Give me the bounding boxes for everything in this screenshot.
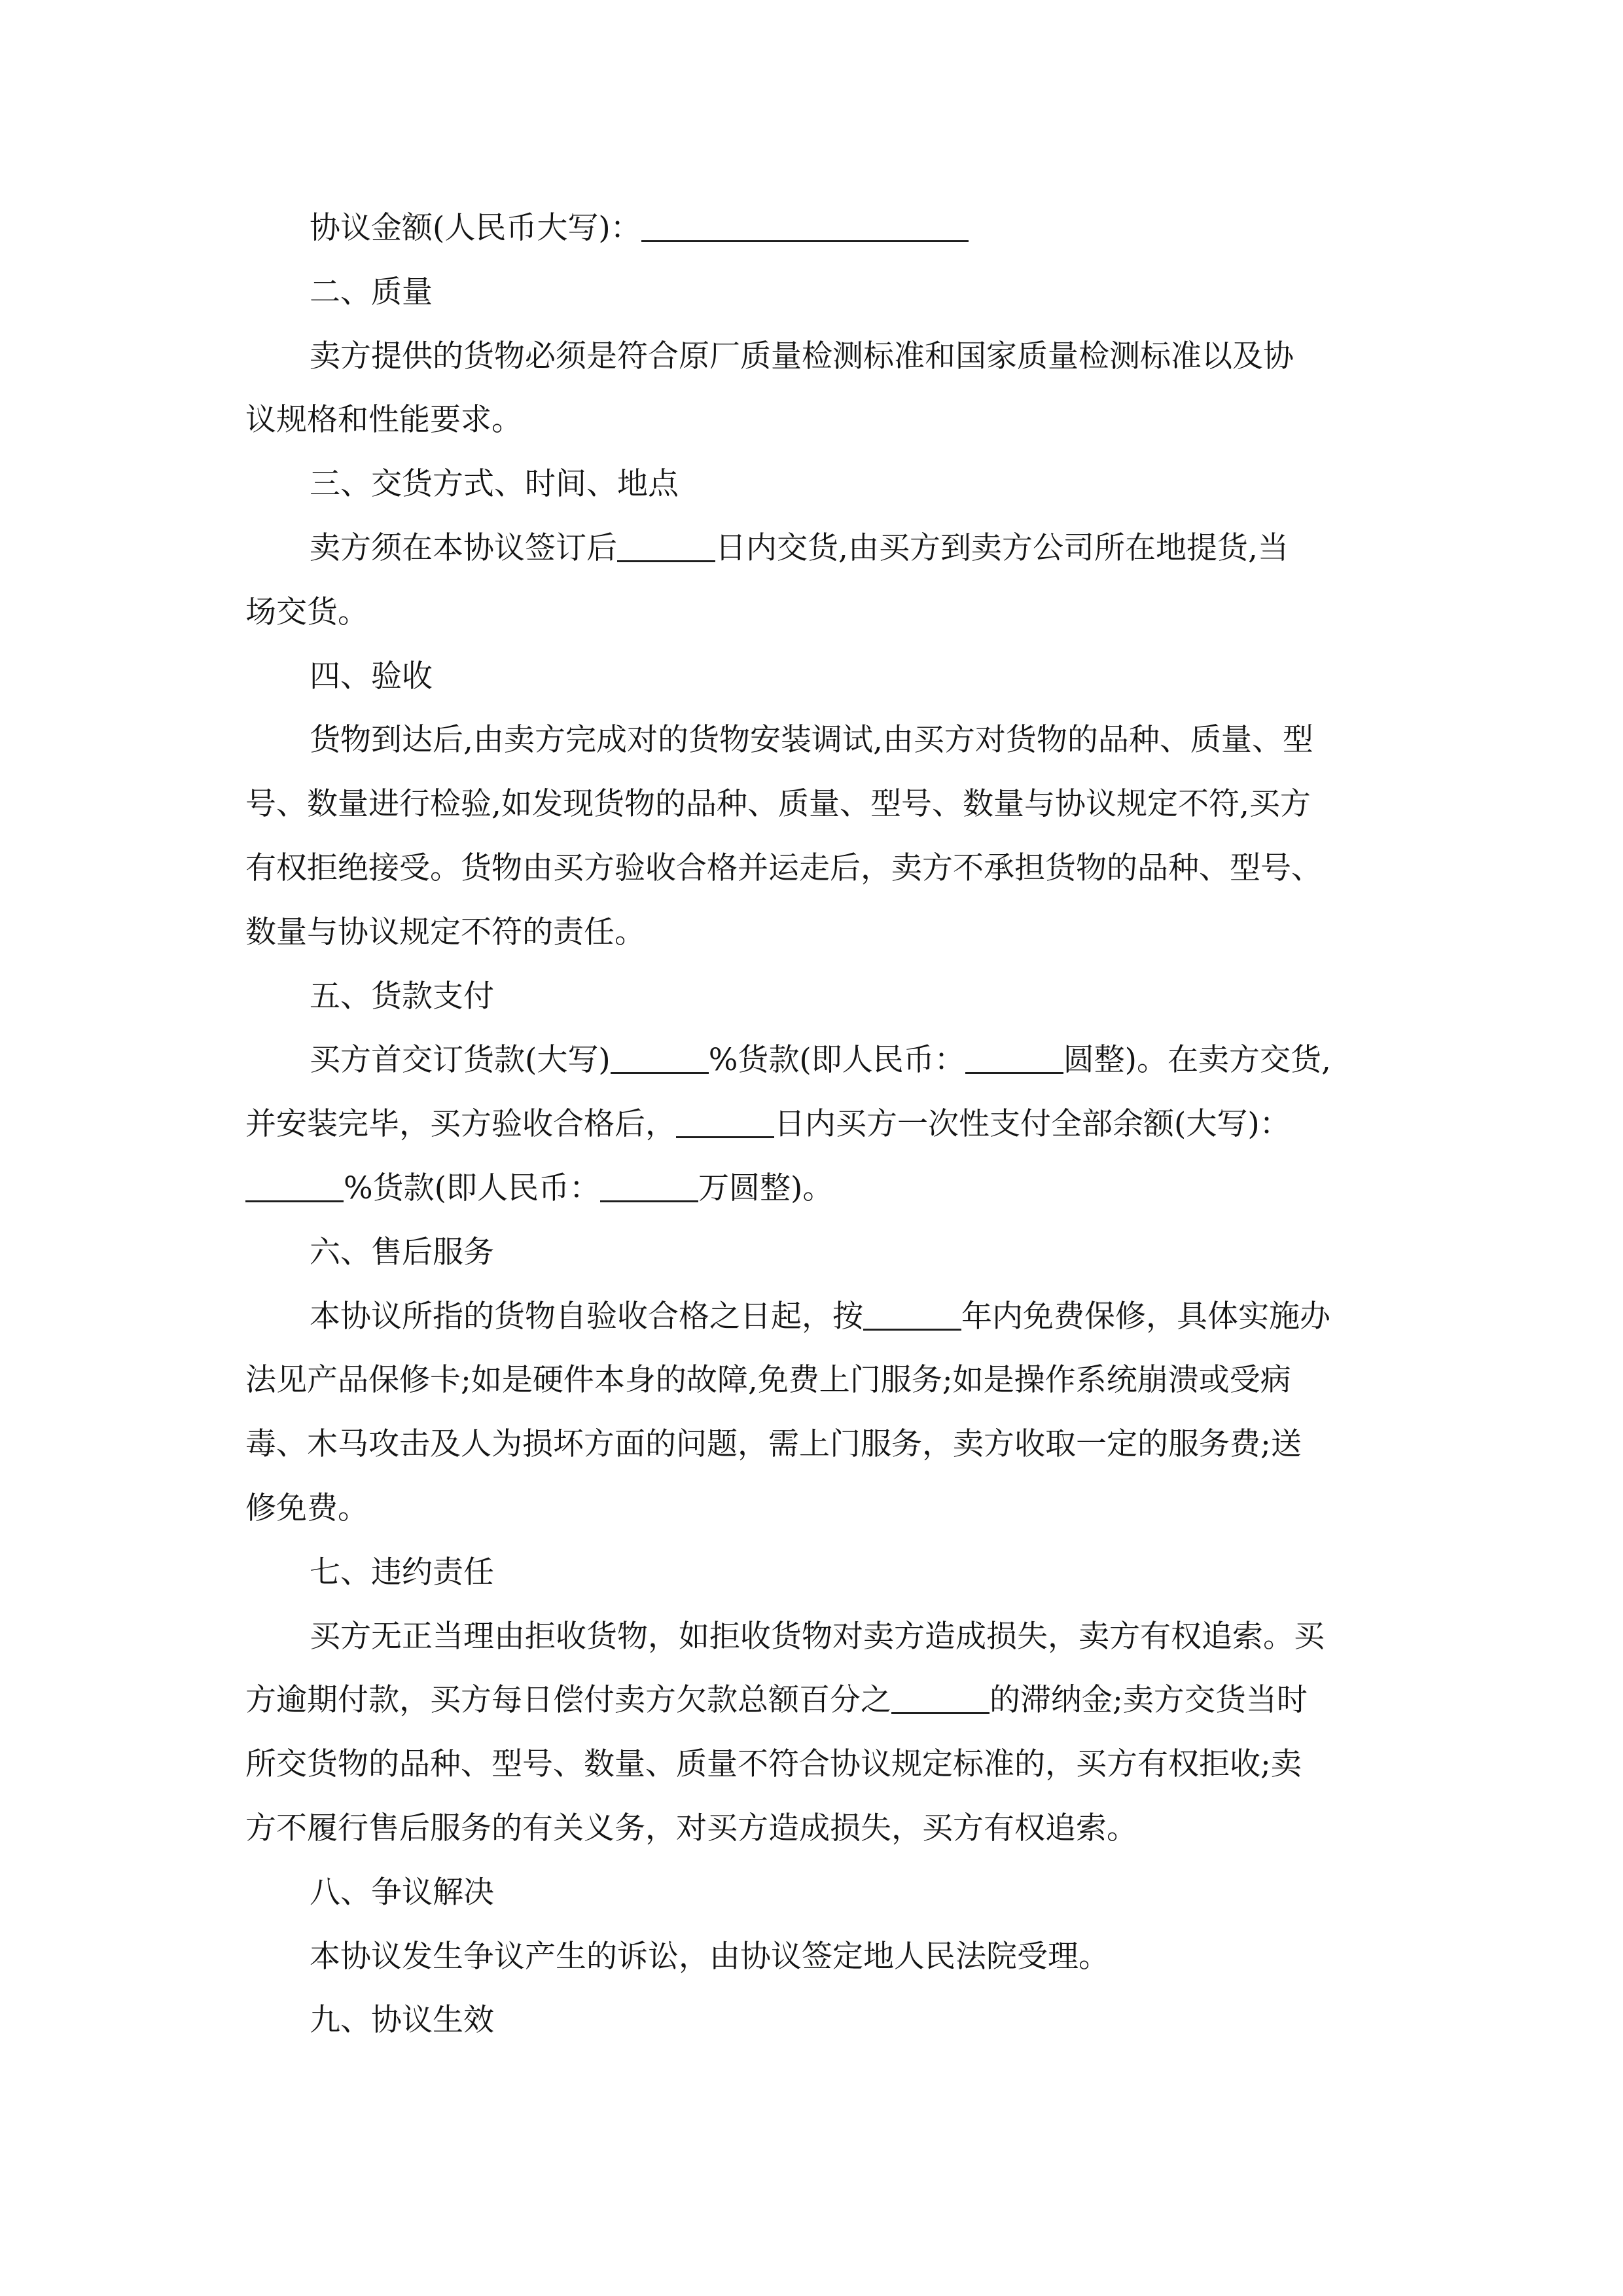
text-segment: 并安装完毕，买方验收合格后， [245,1106,676,1143]
fill-in-blank [245,1174,344,1202]
paragraph-line [245,1668,1397,1732]
paragraph-line: 所交货物的品种、型号、数量、质量不符合协议规定标准的，买方有权拒收;卖 [245,1746,1302,1783]
paragraph-line [245,516,1397,581]
paragraph-line: 毒、木马攻击及人为损坏方面的问题，需上门服务，卖方收取一定的服务费;送 [245,1426,1302,1463]
fill-in-blank [676,1110,774,1138]
text-segment: 万圆整)。 [698,1170,834,1206]
document-page [245,196,1397,2053]
agreement-amount-line [245,196,1397,260]
text-segment: 的滞纳金;卖方交货当时 [990,1682,1308,1719]
paragraph-line: 货物到达后,由卖方完成对的货物安装调试,由买方对货物的品种、质量、型 [310,722,1313,759]
paragraph-line: 买方无正当理由拒收货物，如拒收货物对卖方造成损失，卖方有权追索。买 [310,1618,1325,1655]
paragraph-line: 卖方提供的货物必须是符合原厂质量检测标准和国家质量检测标准以及协 [310,338,1294,374]
text-segment: 日内交货,由买方到卖方公司所在地提货,当 [715,529,1289,566]
agreement-amount-label: 协议金额(人民币大写)： [310,210,641,246]
section-heading-after-sales: 六、售后服务 [310,1234,494,1270]
paragraph-line [245,1028,1397,1092]
paragraph-line: 方不履行售后服务的有关义务，对买方造成损失，买方有权追索。 [245,1810,1137,1846]
fill-in-blank [863,1302,961,1331]
section-heading-payment: 五、货款支付 [310,978,494,1014]
fill-in-blank [891,1686,990,1714]
text-segment: 买方首交订货款(大写) [310,1042,611,1079]
text-segment: 本协议所指的货物自验收合格之日起，按 [310,1298,863,1335]
paragraph-line [245,1285,1397,1349]
paragraph-line [245,1157,1397,1221]
fill-in-blank [600,1174,698,1202]
text-segment: 圆整)。在卖方交货, [1063,1042,1331,1079]
text-segment: 卖方须在本协议签订后 [310,529,617,566]
paragraph-line: 法见产品保修卡;如是硬件本身的故障,免费上门服务;如是操作系统崩溃或受病 [245,1362,1291,1399]
paragraph-line: 议规格和性能要求。 [245,402,522,439]
section-heading-acceptance: 四、验收 [310,658,433,694]
section-heading-effect: 九、协议生效 [310,2002,494,2039]
fill-in-blank [965,1046,1063,1074]
section-heading-delivery: 三、交货方式、时间、地点 [310,466,679,503]
fill-in-blank [617,534,715,562]
paragraph-line: 有权拒绝接受。货物由买方验收合格并运走后，卖方不承担货物的品种、型号、 [245,850,1322,886]
text-segment: 年内免费保修，具体实施办 [961,1298,1330,1335]
paragraph-line: 数量与协议规定不符的责任。 [245,914,645,950]
paragraph-line: 本协议发生争议产生的诉讼，由协议签定地人民法院受理。 [310,1938,1109,1975]
text-segment: %货款(即人民币： [344,1170,600,1206]
fill-in-blank [611,1046,709,1074]
section-heading-dispute: 八、争议解决 [310,1874,494,1910]
section-heading-quality: 二、质量 [310,274,433,310]
paragraph-line [245,1092,1397,1157]
paragraph-line: 修免费。 [245,1490,368,1526]
section-heading-liability: 七、违约责任 [310,1554,494,1590]
text-segment: 日内买方一次性支付全部余额(大写)： [774,1106,1291,1143]
text-segment: 方逾期付款，买方每日偿付卖方欠款总额百分之 [245,1682,891,1719]
paragraph-line: 号、数量进行检验,如发现货物的品种、质量、型号、数量与协议规定不符,买方 [245,786,1311,823]
agreement-amount-blank [641,214,969,242]
text-segment: %货款(即人民币： [708,1042,965,1079]
paragraph-line: 场交货。 [245,594,368,630]
